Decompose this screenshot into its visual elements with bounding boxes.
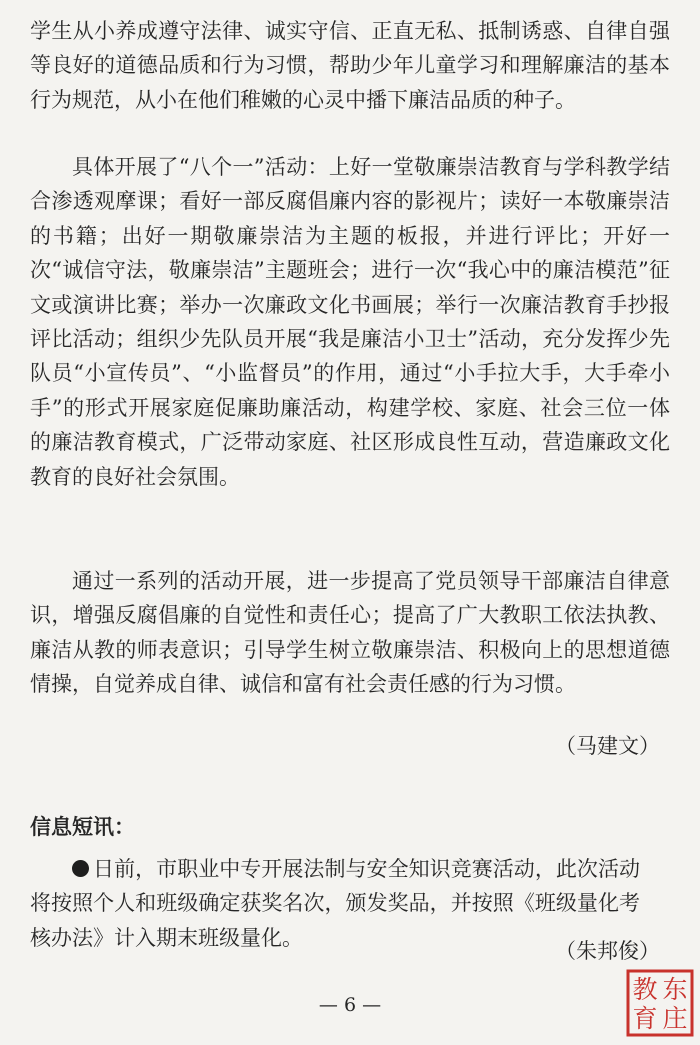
seal-stamp-icon bbox=[625, 968, 695, 1038]
paragraph-3: 通过一系列的活动开展，进一步提高了党员领导干部廉洁自律意识，增强反腐倡廉的自觉性和责任心；提高了广大教职工依法执教、廉洁从教的师表意识；引导学生树立敬廉崇洁、积极向上的思想道德情操，自觉养成自律、诚信和富有社会责任感的行为习惯。 bbox=[30, 569, 670, 697]
page-number: — 6 — bbox=[318, 994, 382, 1016]
svg-text:东: 东 bbox=[662, 975, 688, 1004]
svg-text:庄: 庄 bbox=[662, 1004, 688, 1033]
paragraph-1: 学生从小养成遵守法律、诚实守信、正直无私、抵制诱惑、自律自强等良好的道德品质和行为习惯，帮助少年儿童学习和理解廉洁的基本行为规范，从小在他们稚嫩的心灵中播下廉洁品质的种子。 bbox=[30, 19, 670, 112]
news-heading: 信息短讯： bbox=[30, 815, 135, 839]
svg-text:教: 教 bbox=[632, 975, 658, 1004]
author-byline: （马建文） bbox=[555, 734, 660, 758]
news-byline: （朱邦俊） bbox=[555, 939, 660, 963]
bullet-icon bbox=[72, 860, 89, 877]
svg-text:育: 育 bbox=[632, 1004, 658, 1033]
news-item bbox=[30, 852, 640, 955]
paragraph-2: 具体开展了“八个一”活动：上好一堂敬廉崇洁教育与学科教学结合渗透观摩课；看好一部反腐倡廉内容的影视片；读好一本敬廉崇洁的书籍；出好一期敬廉崇洁为主题的板报，并进行评比；开好一次“诚信守法，敬廉崇洁”主题班会；进行一次“我心中的廉洁模范”征文或演讲比赛；举办一次廉政文化书画展；举行一次廉洁教育手抄报评比活动；组织少先队员开展“我是廉洁小卫士”活动，充分发挥少先队员“小宣传员”、“小监督员”的作用，通过“小手拉大手，大手牵小手”的形式开展家庭促廉助廉活动，构建学校、家庭、社会三位一体的廉洁教育模式，广泛带动家庭、社区形成良性互动，营造廉政文化教育的良好社会氛围。 bbox=[30, 155, 670, 489]
news-item-text: 日前，市职业中专开展法制与安全知识竞赛活动，此次活动将按照个人和班级确定获奖名次，颁发奖品，并按照《班级量化考核办法》计入期末班级量化。 bbox=[30, 857, 640, 950]
